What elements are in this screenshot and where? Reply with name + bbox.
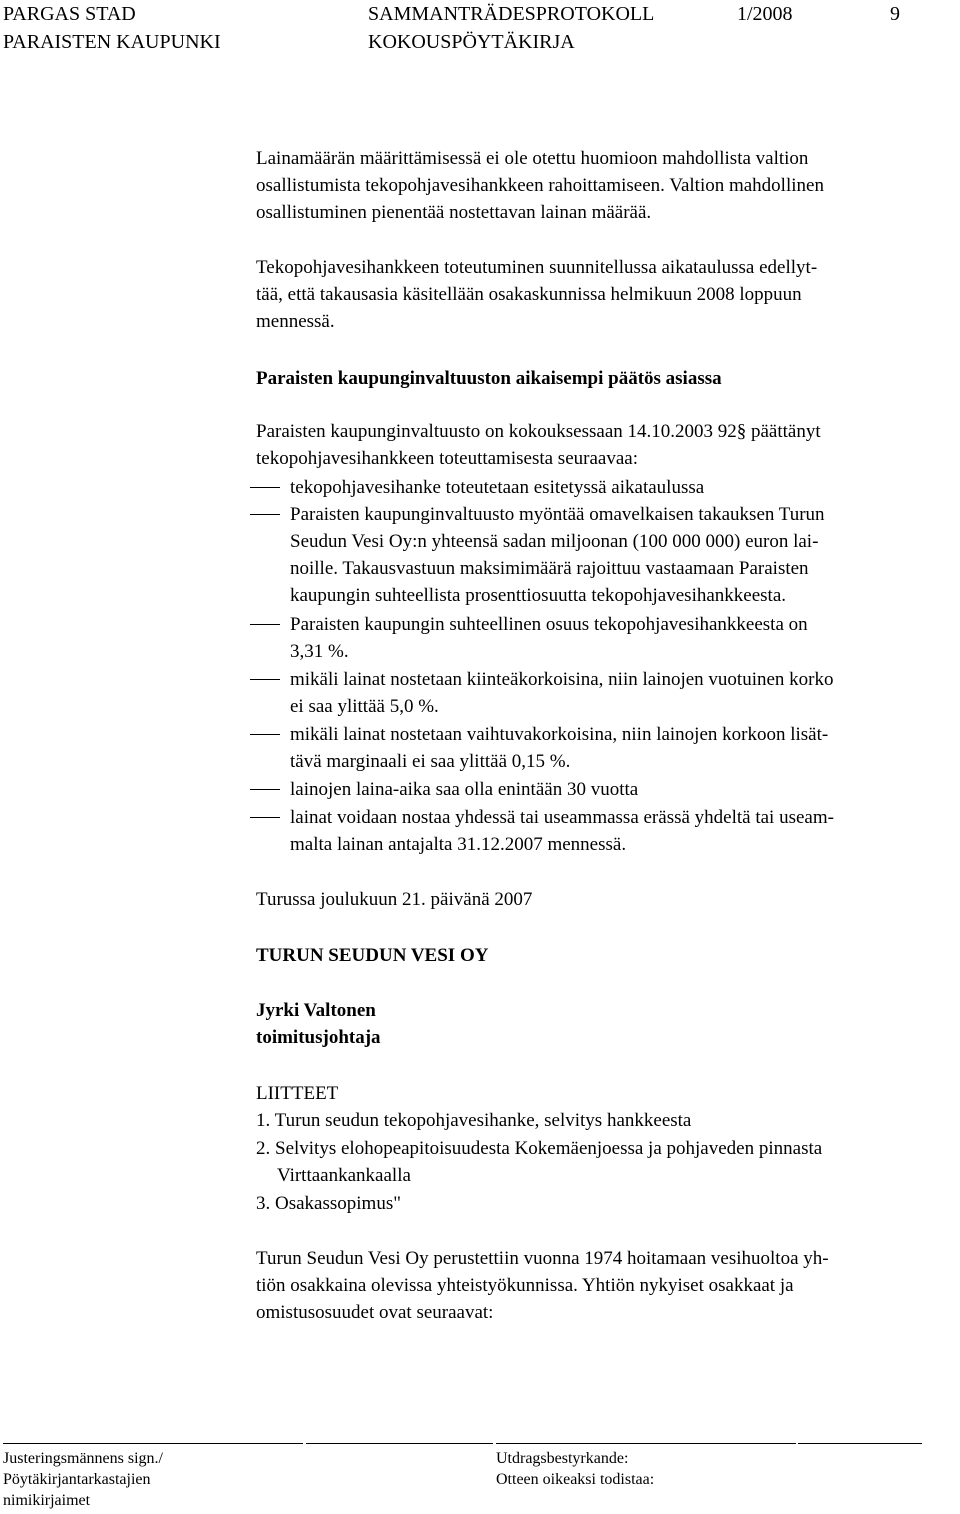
doc-number: 1/2008 — [737, 3, 793, 25]
list-item-7-line-2: malta lainan antajalta 31.12.2007 mennessä. — [290, 834, 627, 855]
attachment-1: 1. Turun seudun tekopohjavesihanke, selvitys hankkeesta — [256, 1110, 692, 1131]
footer-left-line-2: Pöytäkirjantarkastajien — [3, 1471, 151, 1488]
signature-line — [306, 1443, 493, 1444]
footer-right-line-2: Otteen oikeaksi todistaa: — [496, 1471, 655, 1488]
attachment-2-line-2: Virttaankankaalla — [277, 1165, 411, 1186]
list-dash — [250, 514, 280, 515]
signer-title: toimitusjohtaja — [256, 1027, 381, 1048]
footer-right-line-1: Utdragsbestyrkande: — [496, 1450, 629, 1467]
list-dash — [250, 734, 280, 735]
list-item-2-line-3: noille. Takausvastuun maksimimäärä rajoittuu vastaamaan Paraisten — [290, 558, 809, 579]
list-dash — [250, 487, 280, 488]
list-item-4-line-1: mikäli lainat nostetaan kiinteäkorkoisina, niin lainojen vuotuinen korko — [290, 669, 834, 690]
list-item-5-line-1: mikäli lainat nostetaan vaihtuvakorkoisina, niin lainojen korkoon lisät- — [290, 724, 829, 745]
paragraph-2-line-1: Tekopohjavesihankkeen toteutuminen suunnitellussa aikataulussa edellyt- — [256, 257, 818, 278]
signature-line — [798, 1443, 922, 1444]
paragraph-last-line-1: Turun Seudun Vesi Oy perustettiin vuonna 1974 hoitamaan vesihuoltoa yh- — [256, 1248, 829, 1269]
signer-name: Jyrki Valtonen — [256, 1000, 376, 1021]
list-dash — [250, 789, 280, 790]
paragraph-1-line-2: osallistumista tekopohjavesihankkeen rahoittamiseen. Valtion mahdollinen — [256, 175, 824, 196]
paragraph-2-line-3: mennessä. — [256, 311, 335, 332]
doc-type-fi: KOKOUSPÖYTÄKIRJA — [368, 31, 575, 53]
org-name-fi: PARAISTEN KAUPUNKI — [3, 31, 221, 53]
org-name-sv: PARGAS STAD — [3, 3, 136, 25]
section-heading: Paraisten kaupunginvaltuuston aikaisempi päätös asiassa — [256, 368, 722, 389]
footer-left-line-1: Justeringsmännens sign./ — [3, 1450, 163, 1467]
list-item-3-line-2: 3,31 %. — [290, 641, 349, 662]
list-dash — [250, 817, 280, 818]
decision-line-1: Paraisten kaupunginvaltuusto on kokouksessaan 14.10.2003 92§ päättänyt — [256, 421, 821, 442]
decision-line-2: tekopohjavesihankkeen toteuttamisesta seuraavaa: — [256, 448, 638, 469]
paragraph-2-line-2: tää, että takausasia käsitellään osakaskunnissa helmikuun 2008 loppuun — [256, 284, 802, 305]
paragraph-1-line-3: osallistuminen pienentää nostettavan lainan määrää. — [256, 202, 652, 223]
list-item-2-line-4: kaupungin suhteellista prosenttiosuutta tekopohjavesihankkeesta. — [290, 585, 787, 606]
attachment-2-line-1: 2. Selvitys elohopeapitoisuudesta Kokemäenjoessa ja pohjaveden pinnasta — [256, 1138, 823, 1159]
list-item-5-line-2: tävä marginaali ei saa ylittää 0,15 %. — [290, 751, 571, 772]
paragraph-last-line-3: omistusosuudet ovat seuraavat: — [256, 1302, 494, 1323]
list-item-2-line-2: Seudun Vesi Oy:n yhteensä sadan miljoonan (100 000 000) euron lai- — [290, 531, 819, 552]
list-dash — [250, 679, 280, 680]
company-name: TURUN SEUDUN VESI OY — [256, 945, 489, 966]
list-item-1-line-1: tekopohjavesihanke toteutetaan esitetyssä aikataulussa — [290, 477, 705, 498]
paragraph-1-line-1: Lainamäärän määrittämisessä ei ole otettu huomioon mahdollista valtion — [256, 148, 809, 169]
doc-type-sv: SAMMANTRÄDESPROTOKOLL — [368, 3, 655, 25]
paragraph-last-line-2: tiön osakkaina olevissa yhteistyökunnissa. Yhtiön nykyiset osakkaat ja — [256, 1275, 794, 1296]
list-dash — [250, 624, 280, 625]
attachments-title: LIITTEET — [256, 1083, 339, 1104]
list-item-2-line-1: Paraisten kaupunginvaltuusto myöntää omavelkaisen takauksen Turun — [290, 504, 825, 525]
signature-line — [496, 1443, 796, 1444]
page-number: 9 — [890, 3, 900, 25]
list-item-6-line-1: lainojen laina-aika saa olla enintään 30 vuotta — [290, 779, 639, 800]
attachment-3: 3. Osakassopimus" — [256, 1193, 401, 1214]
list-item-3-line-1: Paraisten kaupungin suhteellinen osuus tekopohjavesihankkeesta on — [290, 614, 808, 635]
signature-line — [3, 1443, 303, 1444]
place-date: Turussa joulukuun 21. päivänä 2007 — [256, 889, 533, 910]
list-item-4-line-2: ei saa ylittää 5,0 %. — [290, 696, 439, 717]
footer-left-line-3: nimikirjaimet — [3, 1492, 91, 1509]
list-item-7-line-1: lainat voidaan nostaa yhdessä tai useammassa erässä yhdeltä tai useam- — [290, 807, 834, 828]
